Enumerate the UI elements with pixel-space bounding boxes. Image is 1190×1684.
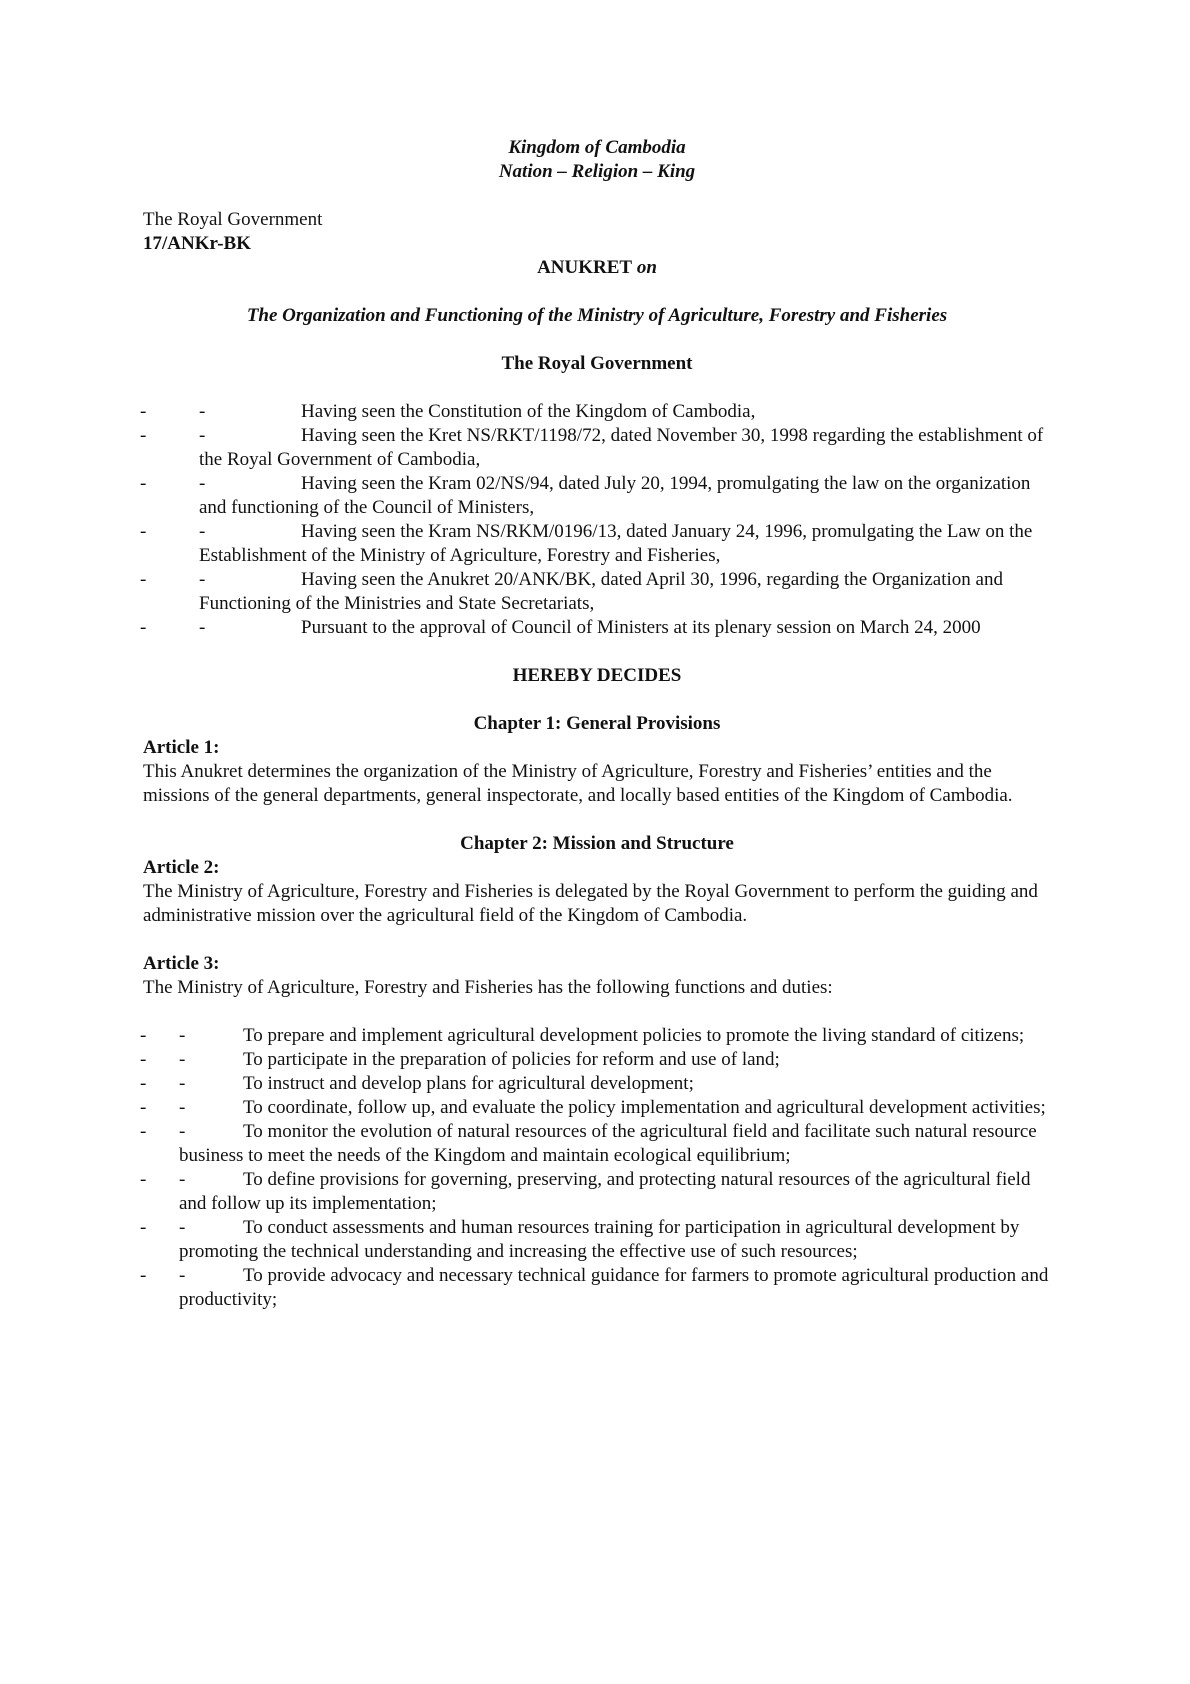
decision-heading: HEREBY DECIDES bbox=[512, 665, 682, 686]
document-type: ANUKRET bbox=[537, 257, 633, 278]
list-dash: - bbox=[179, 1121, 186, 1142]
article-1-heading: Article 1: bbox=[143, 737, 220, 758]
list-dash: - bbox=[140, 1265, 147, 1286]
list-dash: - bbox=[179, 1217, 186, 1238]
chapter-2-title: Chapter 2: Mission and Structure bbox=[460, 833, 734, 854]
article-1-text: This Anukret determines the organization of the Ministry of Agriculture, Forestry and Fisheries’ entities and the missions of the general departments, general inspectorate, and locally based entities of the Kingdom of Cambodia. bbox=[143, 761, 1013, 806]
list-dash: - bbox=[140, 425, 147, 446]
duty-item bbox=[140, 1216, 1051, 1264]
document-page bbox=[140, 136, 1051, 1312]
document-subject: The Organization and Functioning of the Ministry of Agriculture, Forestry and Fisheries bbox=[246, 305, 948, 326]
duty-item bbox=[140, 1120, 1051, 1168]
list-dash: - bbox=[140, 1217, 147, 1238]
consideration-item bbox=[140, 472, 1051, 520]
list-dash: - bbox=[140, 1049, 147, 1070]
considerations-list bbox=[140, 400, 1051, 640]
list-dash: - bbox=[199, 521, 206, 542]
header-kingdom: Kingdom of Cambodia bbox=[508, 137, 686, 158]
duty-item bbox=[140, 1024, 1051, 1048]
issuer-name: The Royal Government bbox=[143, 209, 323, 230]
duty-text: To monitor the evolution of natural resources of the agricultural field and facilitate such natural resource business to meet the needs of the Kingdom and maintain ecological equilibrium; bbox=[179, 1121, 1037, 1166]
list-dash: - bbox=[199, 473, 206, 494]
consideration-item bbox=[140, 424, 1051, 472]
article-2-text: The Ministry of Agriculture, Forestry and Fisheries is delegated by the Royal Government to perform the guiding and administrative mission over the agricultural field of the Kingdom of Cambodia. bbox=[143, 881, 1038, 926]
header-motto: Nation – Religion – King bbox=[498, 161, 696, 182]
consideration-item bbox=[140, 400, 1051, 424]
list-dash: - bbox=[199, 401, 206, 422]
consideration-text: Pursuant to the approval of Council of Ministers at its plenary session on March 24, 2000 bbox=[301, 617, 981, 638]
consideration-item bbox=[140, 520, 1051, 568]
list-dash: - bbox=[140, 521, 147, 542]
consideration-text: Having seen the Constitution of the Kingdom of Cambodia, bbox=[301, 401, 756, 422]
list-dash: - bbox=[199, 569, 206, 590]
list-dash: - bbox=[140, 1025, 147, 1046]
duty-text: To define provisions for governing, preserving, and protecting natural resources of the agricultural field and follow up its implementation; bbox=[179, 1169, 1031, 1214]
duty-text: To instruct and develop plans for agricultural development; bbox=[243, 1073, 694, 1094]
document-type-line bbox=[143, 256, 1051, 280]
list-dash: - bbox=[140, 1169, 147, 1190]
consideration-text: Having seen the Kret NS/RKT/1198/72, dated November 30, 1998 regarding the establishment of the Royal Government of Cambodia, bbox=[199, 425, 1044, 470]
royal-government-heading: The Royal Government bbox=[501, 353, 693, 374]
article-3-heading: Article 3: bbox=[143, 953, 220, 974]
list-dash: - bbox=[179, 1073, 186, 1094]
duty-text: To participate in the preparation of policies for reform and use of land; bbox=[243, 1049, 780, 1070]
list-dash: - bbox=[179, 1049, 186, 1070]
article-3-text: The Ministry of Agriculture, Forestry and Fisheries has the following functions and duties: bbox=[143, 977, 833, 998]
duty-item bbox=[140, 1096, 1051, 1120]
duty-text: To provide advocacy and necessary technical guidance for farmers to promote agricultural production and productivity; bbox=[179, 1265, 1049, 1310]
list-dash: - bbox=[140, 617, 147, 638]
duty-item bbox=[140, 1048, 1051, 1072]
list-dash: - bbox=[179, 1265, 186, 1286]
list-dash: - bbox=[179, 1169, 186, 1190]
article-2-heading: Article 2: bbox=[143, 857, 220, 878]
list-dash: - bbox=[179, 1025, 186, 1046]
duty-item bbox=[140, 1072, 1051, 1096]
consideration-text: Having seen the Anukret 20/ANK/BK, dated April 30, 1996, regarding the Organization and Functioning of the Ministries and State Secretariats, bbox=[199, 569, 1003, 614]
duty-item bbox=[140, 1168, 1051, 1216]
issuer-reference: 17/ANKr-BK bbox=[143, 233, 252, 254]
list-dash: - bbox=[140, 1121, 147, 1142]
list-dash: - bbox=[140, 1097, 147, 1118]
list-dash: - bbox=[179, 1097, 186, 1118]
consideration-text: Having seen the Kram NS/RKM/0196/13, dated January 24, 1996, promulgating the Law on the Establishment of the Ministry of Agriculture, Forestry and Fisheries, bbox=[199, 521, 1033, 566]
document-type-on: on bbox=[636, 257, 657, 278]
list-dash: - bbox=[140, 473, 147, 494]
consideration-item bbox=[140, 568, 1051, 616]
list-dash: - bbox=[199, 617, 206, 638]
consideration-text: Having seen the Kram 02/NS/94, dated July 20, 1994, promulgating the law on the organization and functioning of the Council of Ministers, bbox=[199, 473, 1031, 518]
duty-text: To conduct assessments and human resources training for participation in agricultural development by promoting the technical understanding and increasing the effective use of such resources; bbox=[179, 1217, 1020, 1262]
list-dash: - bbox=[140, 569, 147, 590]
chapter-1-title: Chapter 1: General Provisions bbox=[473, 713, 721, 734]
list-dash: - bbox=[140, 401, 147, 422]
duty-text: To coordinate, follow up, and evaluate the policy implementation and agricultural development activities; bbox=[243, 1097, 1046, 1118]
duty-text: To prepare and implement agricultural development policies to promote the living standard of citizens; bbox=[243, 1025, 1025, 1046]
consideration-item bbox=[140, 616, 1051, 640]
duty-item bbox=[140, 1264, 1051, 1312]
list-dash: - bbox=[199, 425, 206, 446]
duties-list bbox=[140, 1024, 1051, 1312]
list-dash: - bbox=[140, 1073, 147, 1094]
